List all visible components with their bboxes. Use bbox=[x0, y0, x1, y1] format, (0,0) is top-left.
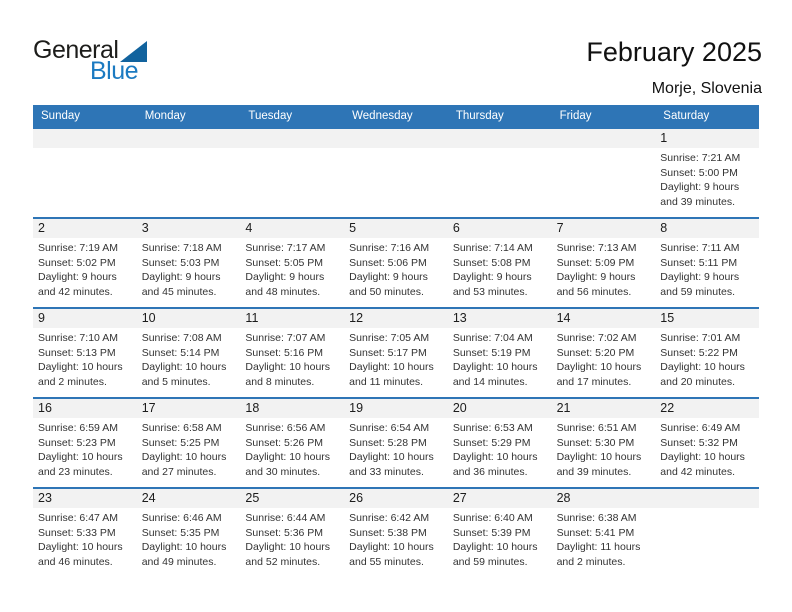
day-number bbox=[137, 129, 241, 148]
daylight-text-line2: and 53 minutes. bbox=[452, 285, 528, 298]
day-details bbox=[448, 418, 552, 479]
week-row bbox=[33, 397, 759, 487]
day-cell-14 bbox=[552, 309, 656, 397]
daylight-text-line2: and 48 minutes. bbox=[245, 285, 321, 298]
day-number: 18 bbox=[240, 399, 344, 418]
sunrise-text: Sunrise: 6:44 AM bbox=[245, 512, 326, 524]
sunset-text: Sunset: 5:35 PM bbox=[141, 526, 220, 539]
sunset-text: Sunset: 5:06 PM bbox=[349, 256, 427, 269]
day-cell-9 bbox=[33, 309, 137, 397]
daylight-text-line2: and 23 minutes. bbox=[38, 465, 113, 478]
sunrise-text: Sunrise: 6:42 AM bbox=[349, 512, 430, 524]
daylight-text-line1: Daylight: 10 hours bbox=[660, 451, 745, 464]
sunset-text: Sunset: 5:11 PM bbox=[660, 256, 738, 269]
day-number: 10 bbox=[137, 309, 241, 328]
daylight-text-line1: Daylight: 9 hours bbox=[349, 271, 428, 284]
day-number: 5 bbox=[344, 219, 448, 238]
daylight-text-line1: Daylight: 9 hours bbox=[245, 271, 325, 284]
sunset-text: Sunset: 5:41 PM bbox=[556, 526, 635, 539]
day-details bbox=[33, 508, 137, 569]
sunset-text: Sunset: 5:08 PM bbox=[452, 256, 531, 269]
daylight-text-line1: Daylight: 10 hours bbox=[349, 361, 434, 374]
logo-text-general: General bbox=[33, 36, 119, 64]
daylight-text-line2: and 56 minutes. bbox=[556, 285, 632, 298]
week-row bbox=[33, 127, 759, 217]
sunset-text: Sunset: 5:16 PM bbox=[245, 346, 324, 359]
day-number: 23 bbox=[33, 489, 137, 508]
sunset-text: Sunset: 5:03 PM bbox=[141, 256, 220, 269]
daylight-text-line2: and 42 minutes. bbox=[38, 285, 113, 298]
daylight-text-line2: and 59 minutes. bbox=[660, 285, 735, 298]
day-cell-7 bbox=[552, 219, 656, 307]
day-cell-17 bbox=[137, 399, 241, 487]
weekday-label-sunday: Sunday bbox=[41, 110, 81, 122]
day-details bbox=[137, 238, 241, 299]
day-cell-empty bbox=[655, 489, 759, 577]
sunrise-text: Sunrise: 6:46 AM bbox=[141, 512, 222, 524]
day-cell-6 bbox=[448, 219, 552, 307]
week-row bbox=[33, 307, 759, 397]
day-cell-26 bbox=[344, 489, 448, 577]
daylight-text-line1: Daylight: 10 hours bbox=[141, 541, 227, 554]
day-details bbox=[552, 328, 656, 389]
sunset-text: Sunset: 5:22 PM bbox=[660, 346, 738, 359]
daylight-text-line1: Daylight: 9 hours bbox=[452, 271, 532, 284]
day-cell-empty bbox=[240, 129, 344, 217]
day-details bbox=[33, 418, 137, 479]
day-cell-2 bbox=[33, 219, 137, 307]
day-number: 27 bbox=[448, 489, 552, 508]
sunrise-text: Sunrise: 7:17 AM bbox=[245, 242, 326, 254]
daylight-text-line2: and 11 minutes. bbox=[349, 375, 424, 388]
day-cell-18 bbox=[240, 399, 344, 487]
day-details bbox=[137, 508, 241, 569]
sunrise-text: Sunrise: 7:01 AM bbox=[660, 332, 741, 344]
daylight-text-line1: Daylight: 10 hours bbox=[141, 361, 227, 374]
weekday-label-wednesday: Wednesday bbox=[352, 110, 413, 122]
day-details bbox=[655, 418, 759, 479]
daylight-text-line1: Daylight: 10 hours bbox=[245, 451, 331, 464]
day-cell-1 bbox=[655, 129, 759, 217]
week-row bbox=[33, 217, 759, 307]
day-number: 15 bbox=[655, 309, 759, 328]
day-cell-3 bbox=[137, 219, 241, 307]
daylight-text-line1: Daylight: 10 hours bbox=[245, 361, 331, 374]
sunrise-text: Sunrise: 7:10 AM bbox=[38, 332, 118, 344]
day-cell-27 bbox=[448, 489, 552, 577]
day-number: 13 bbox=[448, 309, 552, 328]
daylight-text-line1: Daylight: 10 hours bbox=[38, 361, 123, 374]
sunset-text: Sunset: 5:00 PM bbox=[660, 166, 738, 179]
day-cell-23 bbox=[33, 489, 137, 577]
weekday-label-monday: Monday bbox=[144, 110, 186, 122]
day-number: 6 bbox=[448, 219, 552, 238]
sunrise-text: Sunrise: 7:04 AM bbox=[452, 332, 533, 344]
daylight-text-line2: and 50 minutes. bbox=[349, 285, 424, 298]
day-details bbox=[240, 238, 344, 299]
daylight-text-line2: and 14 minutes. bbox=[452, 375, 528, 388]
day-number: 16 bbox=[33, 399, 137, 418]
day-cell-13 bbox=[448, 309, 552, 397]
sunset-text: Sunset: 5:05 PM bbox=[245, 256, 324, 269]
sunrise-text: Sunrise: 6:53 AM bbox=[452, 422, 533, 434]
day-number: 12 bbox=[344, 309, 448, 328]
day-cell-15 bbox=[655, 309, 759, 397]
day-number: 4 bbox=[240, 219, 344, 238]
daylight-text-line1: Daylight: 10 hours bbox=[349, 541, 434, 554]
sunrise-text: Sunrise: 6:40 AM bbox=[452, 512, 533, 524]
sunset-text: Sunset: 5:14 PM bbox=[141, 346, 220, 359]
day-number: 26 bbox=[344, 489, 448, 508]
sunset-text: Sunset: 5:28 PM bbox=[349, 436, 427, 449]
sunrise-text: Sunrise: 6:59 AM bbox=[38, 422, 118, 434]
daylight-text-line1: Daylight: 9 hours bbox=[660, 271, 740, 284]
sunrise-text: Sunrise: 6:51 AM bbox=[556, 422, 637, 434]
day-number: 2 bbox=[33, 219, 137, 238]
weekday-label-friday: Friday bbox=[559, 110, 592, 122]
daylight-text-line2: and 36 minutes. bbox=[452, 465, 528, 478]
daylight-text-line1: Daylight: 10 hours bbox=[660, 361, 745, 374]
day-cell-12 bbox=[344, 309, 448, 397]
day-details bbox=[137, 418, 241, 479]
daylight-text-line2: and 8 minutes. bbox=[245, 375, 315, 388]
title-block bbox=[586, 38, 762, 98]
sunset-text: Sunset: 5:38 PM bbox=[349, 526, 427, 539]
day-details bbox=[448, 328, 552, 389]
day-cell-4 bbox=[240, 219, 344, 307]
general-blue-logo bbox=[33, 38, 147, 84]
daylight-text-line2: and 2 minutes. bbox=[38, 375, 107, 388]
day-details bbox=[33, 328, 137, 389]
sunrise-text: Sunrise: 7:07 AM bbox=[245, 332, 326, 344]
daylight-text-line1: Daylight: 10 hours bbox=[556, 361, 642, 374]
day-details bbox=[448, 238, 552, 299]
daylight-text-line1: Daylight: 10 hours bbox=[452, 451, 538, 464]
day-cell-21 bbox=[552, 399, 656, 487]
daylight-text-line2: and 17 minutes. bbox=[556, 375, 632, 388]
day-cell-empty bbox=[33, 129, 137, 217]
day-number bbox=[344, 129, 448, 148]
sunset-text: Sunset: 5:30 PM bbox=[556, 436, 635, 449]
sunset-text: Sunset: 5:32 PM bbox=[660, 436, 738, 449]
daylight-text-line2: and 27 minutes. bbox=[141, 465, 217, 478]
daylight-text-line2: and 20 minutes. bbox=[660, 375, 735, 388]
day-cell-19 bbox=[344, 399, 448, 487]
sunset-text: Sunset: 5:29 PM bbox=[452, 436, 531, 449]
calendar-grid bbox=[33, 105, 759, 577]
day-details bbox=[137, 328, 241, 389]
day-details bbox=[344, 328, 448, 389]
sunset-text: Sunset: 5:19 PM bbox=[452, 346, 531, 359]
daylight-text-line2: and 39 minutes. bbox=[660, 195, 735, 208]
day-number: 17 bbox=[137, 399, 241, 418]
daylight-text-line2: and 2 minutes. bbox=[556, 555, 626, 568]
weekday-label-saturday: Saturday bbox=[663, 110, 710, 122]
day-cell-empty bbox=[344, 129, 448, 217]
sunrise-text: Sunrise: 7:02 AM bbox=[556, 332, 637, 344]
day-cell-10 bbox=[137, 309, 241, 397]
day-cell-8 bbox=[655, 219, 759, 307]
day-details bbox=[552, 238, 656, 299]
daylight-text-line1: Daylight: 10 hours bbox=[556, 451, 642, 464]
day-number: 22 bbox=[655, 399, 759, 418]
day-number: 19 bbox=[344, 399, 448, 418]
daylight-text-line2: and 55 minutes. bbox=[349, 555, 424, 568]
day-cell-20 bbox=[448, 399, 552, 487]
day-number: 3 bbox=[137, 219, 241, 238]
day-details bbox=[344, 508, 448, 569]
sunrise-text: Sunrise: 6:56 AM bbox=[245, 422, 326, 434]
day-details bbox=[344, 238, 448, 299]
sunrise-text: Sunrise: 6:54 AM bbox=[349, 422, 430, 434]
sunrise-text: Sunrise: 7:18 AM bbox=[141, 242, 222, 254]
sunrise-text: Sunrise: 6:58 AM bbox=[141, 422, 222, 434]
sunset-text: Sunset: 5:13 PM bbox=[38, 346, 116, 359]
daylight-text-line2: and 52 minutes. bbox=[245, 555, 321, 568]
day-cell-25 bbox=[240, 489, 344, 577]
sunset-text: Sunset: 5:36 PM bbox=[245, 526, 324, 539]
sunrise-text: Sunrise: 7:11 AM bbox=[660, 242, 740, 254]
day-details bbox=[655, 328, 759, 389]
day-cell-24 bbox=[137, 489, 241, 577]
sunrise-text: Sunrise: 6:38 AM bbox=[556, 512, 637, 524]
day-number: 8 bbox=[655, 219, 759, 238]
day-number: 20 bbox=[448, 399, 552, 418]
daylight-text-line2: and 33 minutes. bbox=[349, 465, 424, 478]
day-number: 14 bbox=[552, 309, 656, 328]
sunset-text: Sunset: 5:23 PM bbox=[38, 436, 116, 449]
day-details bbox=[552, 508, 656, 569]
day-cell-5 bbox=[344, 219, 448, 307]
week-row bbox=[33, 487, 759, 577]
day-details bbox=[448, 508, 552, 569]
day-cell-empty bbox=[552, 129, 656, 217]
day-cell-22 bbox=[655, 399, 759, 487]
day-number: 1 bbox=[655, 129, 759, 148]
day-number: 28 bbox=[552, 489, 656, 508]
sunrise-text: Sunrise: 6:47 AM bbox=[38, 512, 118, 524]
day-number: 11 bbox=[240, 309, 344, 328]
sunset-text: Sunset: 5:39 PM bbox=[452, 526, 531, 539]
daylight-text-line1: Daylight: 10 hours bbox=[349, 451, 434, 464]
daylight-text-line1: Daylight: 9 hours bbox=[38, 271, 117, 284]
page-title: February 2025 bbox=[586, 37, 762, 67]
day-cell-11 bbox=[240, 309, 344, 397]
daylight-text-line2: and 5 minutes. bbox=[141, 375, 211, 388]
sunrise-text: Sunrise: 7:14 AM bbox=[452, 242, 533, 254]
daylight-text-line2: and 39 minutes. bbox=[556, 465, 632, 478]
sunset-text: Sunset: 5:33 PM bbox=[38, 526, 116, 539]
daylight-text-line1: Daylight: 10 hours bbox=[141, 451, 227, 464]
weekday-label-tuesday: Tuesday bbox=[248, 110, 293, 122]
day-cell-16 bbox=[33, 399, 137, 487]
day-cell-empty bbox=[137, 129, 241, 217]
day-number: 21 bbox=[552, 399, 656, 418]
page-subtitle: Morje, Slovenia bbox=[651, 79, 762, 97]
daylight-text-line1: Daylight: 9 hours bbox=[141, 271, 221, 284]
day-details bbox=[552, 418, 656, 479]
daylight-text-line1: Daylight: 10 hours bbox=[38, 451, 123, 464]
day-number: 24 bbox=[137, 489, 241, 508]
sunset-text: Sunset: 5:20 PM bbox=[556, 346, 635, 359]
sunset-text: Sunset: 5:17 PM bbox=[349, 346, 427, 359]
sunrise-text: Sunrise: 7:21 AM bbox=[660, 152, 741, 164]
daylight-text-line1: Daylight: 10 hours bbox=[452, 361, 538, 374]
day-number bbox=[240, 129, 344, 148]
day-details bbox=[655, 238, 759, 299]
daylight-text-line1: Daylight: 10 hours bbox=[452, 541, 538, 554]
daylight-text-line1: Daylight: 10 hours bbox=[245, 541, 331, 554]
sunrise-text: Sunrise: 7:19 AM bbox=[38, 242, 118, 254]
sunrise-text: Sunrise: 7:16 AM bbox=[349, 242, 430, 254]
sunrise-text: Sunrise: 6:49 AM bbox=[660, 422, 741, 434]
day-number bbox=[33, 129, 137, 148]
daylight-text-line1: Daylight: 10 hours bbox=[38, 541, 123, 554]
logo-text-blue: Blue bbox=[90, 57, 139, 85]
daylight-text-line2: and 46 minutes. bbox=[38, 555, 113, 568]
daylight-text-line2: and 59 minutes. bbox=[452, 555, 528, 568]
day-details bbox=[33, 238, 137, 299]
daylight-text-line1: Daylight: 11 hours bbox=[556, 541, 641, 554]
daylight-text-line2: and 30 minutes. bbox=[245, 465, 321, 478]
day-number: 9 bbox=[33, 309, 137, 328]
day-number: 7 bbox=[552, 219, 656, 238]
day-details bbox=[655, 148, 759, 209]
weeks-container bbox=[33, 127, 759, 577]
day-details bbox=[344, 418, 448, 479]
daylight-text-line2: and 45 minutes. bbox=[141, 285, 217, 298]
daylight-text-line2: and 49 minutes. bbox=[141, 555, 217, 568]
sunrise-text: Sunrise: 7:13 AM bbox=[556, 242, 637, 254]
sunset-text: Sunset: 5:25 PM bbox=[141, 436, 220, 449]
day-details bbox=[240, 328, 344, 389]
day-number: 25 bbox=[240, 489, 344, 508]
day-number bbox=[655, 489, 759, 508]
daylight-text-line1: Daylight: 9 hours bbox=[556, 271, 636, 284]
sunset-text: Sunset: 5:02 PM bbox=[38, 256, 116, 269]
sunrise-text: Sunrise: 7:05 AM bbox=[349, 332, 430, 344]
weekday-label-thursday: Thursday bbox=[455, 110, 504, 122]
day-details bbox=[240, 418, 344, 479]
sunset-text: Sunset: 5:09 PM bbox=[556, 256, 635, 269]
day-cell-28 bbox=[552, 489, 656, 577]
sunrise-text: Sunrise: 7:08 AM bbox=[141, 332, 222, 344]
day-cell-empty bbox=[448, 129, 552, 217]
daylight-text-line1: Daylight: 9 hours bbox=[660, 181, 740, 194]
daylight-text-line2: and 42 minutes. bbox=[660, 465, 735, 478]
day-details bbox=[240, 508, 344, 569]
weekday-header-row bbox=[33, 105, 759, 127]
sunset-text: Sunset: 5:26 PM bbox=[245, 436, 324, 449]
day-number bbox=[448, 129, 552, 148]
day-number bbox=[552, 129, 656, 148]
